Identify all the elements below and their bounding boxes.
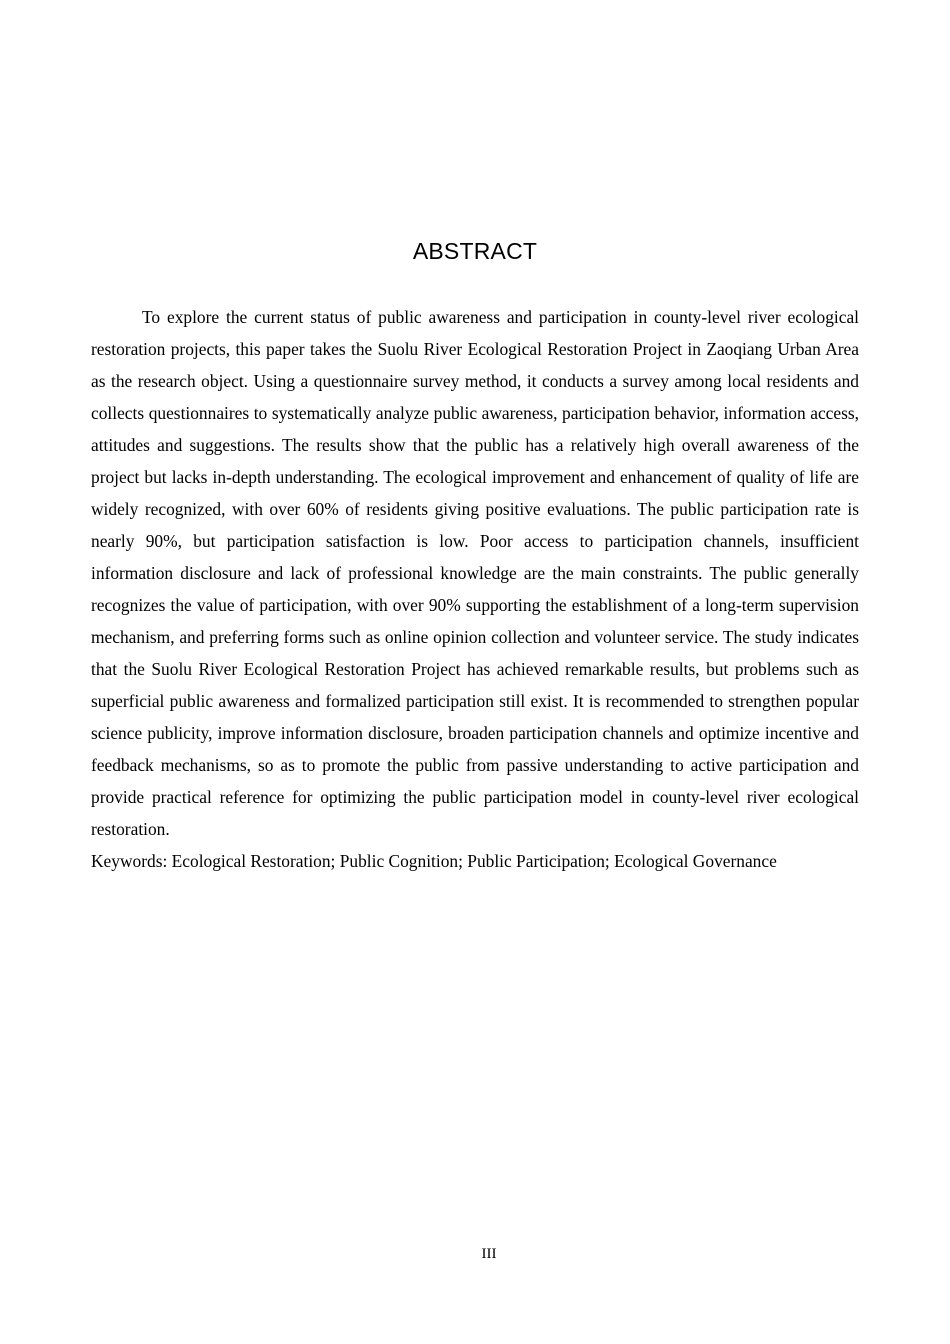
- abstract-title: ABSTRACT: [412, 238, 538, 264]
- abstract-body: [91, 301, 859, 877]
- abstract-paragraph: To explore the current status of public awareness and participation in county-level river ecological restoration projects, this paper takes the Suolu River Ecological Restoration Project in Zaoqiang Urban Area as the research object. Using a questionnaire survey method, it conducts a survey among local residents and collects questionnaires to systematically analyze public awareness, participation behavior, information access, attitudes and suggestions. The results show that the public has a relatively high overall awareness of the project but lacks in-depth understanding. The ecological improvement and enhancement of quality of life are widely recognized, with over 60% of residents giving positive evaluations. The public participation rate is nearly 90%, but participation satisfaction is low. Poor access to participation channels, insufficient information disclosure and lack of professional knowledge are the main constraints. The public generally recognizes the value of participation, with over 90% supporting the establishment of a long-term supervision mechanism, and preferring forms such as online opinion collection and volunteer service. The study indicates that the Suolu River Ecological Restoration Project has achieved remarkable results, but problems such as superficial public awareness and formalized participation still exist. It is recommended to strengthen popular science publicity, improve information disclosure, broaden participation channels and optimize incentive and feedback mechanisms, so as to promote the public from passive understanding to active participation and provide practical reference for optimizing the public participation model in county-level river ecological restoration.: [91, 307, 859, 839]
- keywords-line: Keywords: Ecological Restoration; Public Cognition; Public Participation; Ecological Governance: [91, 851, 777, 871]
- page-number: III: [481, 1246, 497, 1262]
